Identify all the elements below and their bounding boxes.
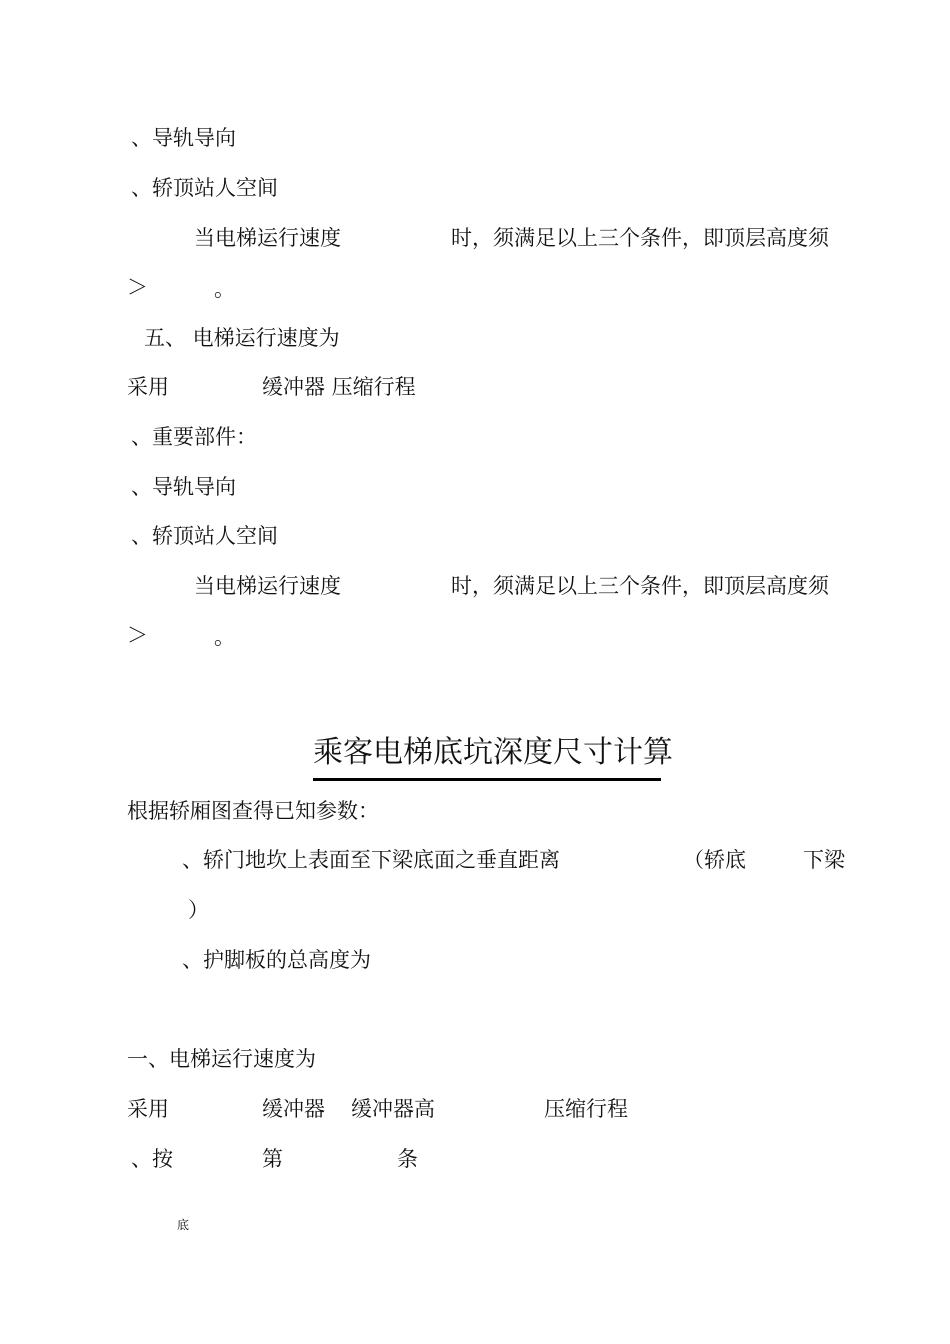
adopt-label-pit: 采用 [127, 1097, 169, 1121]
compression-stroke-label: 压缩行程 [544, 1097, 628, 1121]
param-lower-beam: 下梁 [803, 848, 845, 872]
list-item-guide-rail-1: 、导轨导向 [131, 126, 236, 150]
speed-condition-left-1: 当电梯运行速度 [194, 226, 341, 250]
title-underline [313, 778, 661, 781]
heading-section-five: 五、 电梯运行速度为 [144, 326, 340, 350]
clause-by-label: 、按 [131, 1147, 173, 1171]
known-params-intro: 根据轿厢图查得已知参数： [127, 799, 379, 823]
list-item-car-top-space-1: 、轿顶站人空间 [131, 176, 278, 200]
sentence-end-1: 。 [214, 277, 235, 301]
adopt-label-top: 采用 [127, 375, 169, 399]
page-title: 乘客电梯底坑深度尺寸计算 [313, 735, 673, 770]
param-toe-guard-height: 、护脚板的总高度为 [182, 948, 371, 972]
param-sill-to-beam-distance: 、轿门地坎上表面至下梁底面之垂直距离 [182, 848, 560, 872]
buffer-stroke-label: 缓冲器 压缩行程 [262, 375, 416, 399]
speed-condition-left-2: 当电梯运行速度 [194, 574, 341, 598]
speed-condition-right-2: 时，须满足以上三个条件，即顶层高度须 [451, 574, 829, 598]
param-close-paren: ） [188, 898, 209, 922]
heading-section-one: 一、电梯运行速度为 [127, 1047, 316, 1071]
buffer-label: 缓冲器 [262, 1097, 325, 1121]
important-parts-heading: 、重要部件： [131, 425, 257, 449]
buffer-height-label: 缓冲器高 [351, 1097, 435, 1121]
clause-number-label: 第 [262, 1147, 283, 1171]
sentence-end-2: 。 [214, 625, 235, 649]
clause-item-label: 条 [397, 1147, 418, 1171]
footnote-bottom: 底 [177, 1218, 190, 1232]
param-car-bottom-paren: （轿底 [683, 848, 746, 872]
speed-condition-right-1: 时，须满足以上三个条件，即顶层高度须 [451, 226, 829, 250]
list-item-guide-rail-2: 、导轨导向 [131, 475, 236, 499]
greater-than-symbol-2: ＞ [127, 623, 148, 647]
greater-than-symbol-1: ＞ [127, 275, 148, 299]
list-item-car-top-space-2: 、轿顶站人空间 [131, 524, 278, 548]
